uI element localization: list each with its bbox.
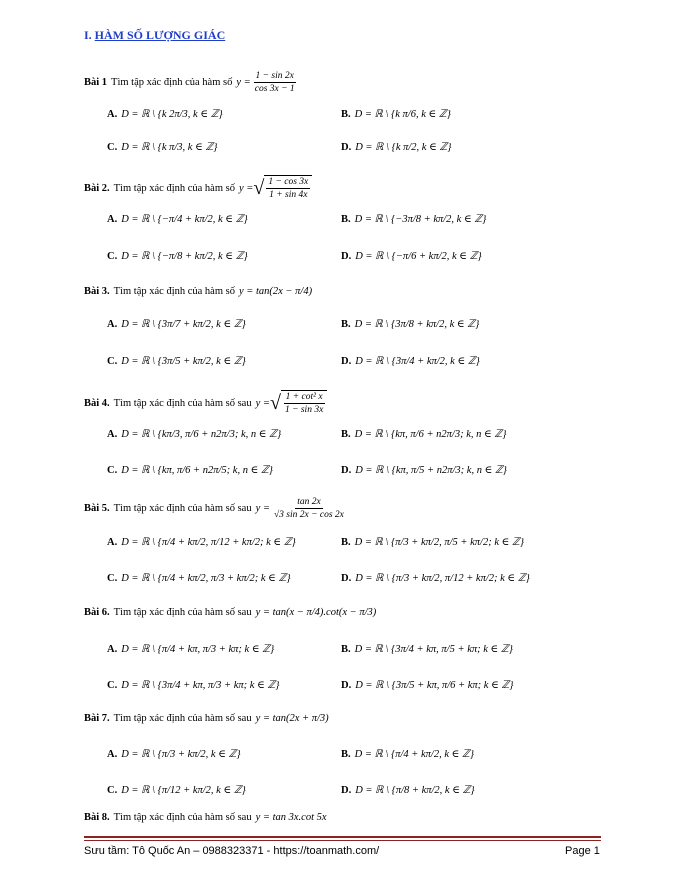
problem-label: Bài 6. — [84, 607, 110, 618]
problem-3 — [84, 286, 312, 297]
option-b: B. D = ℝ \ {π/4 + kπ/2, k ∈ ℤ} — [341, 749, 475, 760]
problem-formula: y = tan(2x + π/3) — [255, 713, 329, 724]
problem-label: Bài 3. — [84, 286, 110, 297]
option-text: D = ℝ \ {π/4 + kπ, π/3 + kπ; k ∈ ℤ} — [121, 644, 275, 655]
problem-formula — [256, 496, 348, 521]
option-text: D = ℝ \ {π/4 + kπ/2, π/12 + kπ/2; k ∈ ℤ} — [121, 537, 296, 548]
option-d: D. D = ℝ \ {3π/5 + kπ, π/6 + kπ; k ∈ ℤ} — [341, 680, 514, 691]
formula-lhs: y = — [255, 397, 270, 409]
problem-formula: y = tan 3x.cot 5x — [255, 812, 327, 823]
problem-prompt: Tìm tập xác định của hàm số sau — [113, 812, 252, 823]
problem-4 — [84, 390, 327, 416]
formula-fraction — [283, 391, 325, 416]
problem-formula — [236, 70, 298, 95]
section-number: I. — [84, 28, 92, 42]
fraction-numerator: 1 − cos 3x — [268, 177, 309, 187]
option-a: A. D = ℝ \ {−π/4 + kπ/2, k ∈ ℤ} — [107, 214, 248, 225]
formula-lhs: y = — [238, 182, 254, 194]
page-number: Page 1 — [565, 845, 600, 857]
option-b: B. D = ℝ \ {3π/8 + kπ/2, k ∈ ℤ} — [341, 319, 480, 330]
problem-1 — [84, 70, 299, 95]
option-c: C. D = ℝ \ {π/12 + kπ/2, k ∈ ℤ} — [107, 785, 246, 796]
option-c: C. D = ℝ \ {3π/4 + kπ, π/3 + kπ; k ∈ ℤ} — [107, 680, 280, 691]
option-text: D = ℝ \ {k π/2, k ∈ ℤ} — [355, 142, 452, 153]
fraction-numerator: 1 − sin 2x — [255, 71, 294, 81]
problem-label: Bài 1 — [84, 77, 108, 88]
problem-prompt: Tìm tập xác định của hàm số sau — [113, 397, 252, 409]
option-d: D. D = ℝ \ {kπ, π/5 + n2π/3; k, n ∈ ℤ} — [341, 465, 508, 476]
fraction-numerator: 1 + cot² x — [285, 392, 323, 402]
option-text: D = ℝ \ {π/12 + kπ/2, k ∈ ℤ} — [121, 785, 246, 796]
option-b: B. D = ℝ \ {kπ, π/6 + n2π/3; k, n ∈ ℤ} — [341, 429, 507, 440]
problem-6 — [84, 607, 376, 618]
option-a: A. D = ℝ \ {3π/7 + kπ/2, k ∈ ℤ} — [107, 319, 246, 330]
fraction-numerator: tan 2x — [297, 497, 321, 507]
option-text: D = ℝ \ {π/3 + kπ/2, π/12 + kπ/2; k ∈ ℤ} — [355, 573, 530, 584]
option-d: D. D = ℝ \ {k π/2, k ∈ ℤ} — [341, 142, 452, 153]
problem-label: Bài 8. — [84, 812, 110, 823]
option-c: C. D = ℝ \ {π/4 + kπ/2, π/3 + kπ/2; k ∈ ℤ} — [107, 573, 291, 584]
option-text: D = ℝ \ {−3π/8 + kπ/2, k ∈ ℤ} — [354, 214, 487, 225]
option-text: D = ℝ \ {kπ/3, π/6 + n2π/3; k, n ∈ ℤ} — [121, 429, 282, 440]
footer-divider-thin — [84, 840, 601, 841]
fraction-denominator: 1 + sin 4x — [269, 190, 308, 200]
problem-prompt: Tìm tập xác định của hàm số — [111, 77, 233, 88]
option-text: D = ℝ \ {3π/8 + kπ/2, k ∈ ℤ} — [354, 319, 480, 330]
option-text: D = ℝ \ {π/3 + kπ/2, k ∈ ℤ} — [121, 749, 241, 760]
option-text: D = ℝ \ {3π/4 + kπ, π/5 + kπ; k ∈ ℤ} — [354, 644, 513, 655]
fraction-denominator: √3 sin 2x − cos 2x — [273, 510, 344, 520]
option-text: D = ℝ \ {k π/3, k ∈ ℤ} — [121, 142, 218, 153]
option-c: C. D = ℝ \ {−π/8 + kπ/2, k ∈ ℤ} — [107, 251, 248, 262]
option-a: A. D = ℝ \ {k 2π/3, k ∈ ℤ} — [107, 109, 223, 120]
option-a: A. D = ℝ \ {π/4 + kπ, π/3 + kπ; k ∈ ℤ} — [107, 644, 275, 655]
option-text: D = ℝ \ {−π/8 + kπ/2, k ∈ ℤ} — [121, 251, 248, 262]
footer-divider — [84, 836, 601, 838]
problem-prompt: Tìm tập xác định của hàm số — [113, 182, 235, 194]
problem-label: Bài 5. — [84, 503, 110, 514]
option-a: A. D = ℝ \ {π/3 + kπ/2, k ∈ ℤ} — [107, 749, 241, 760]
formula-sqrt: √ $\frac{1 - \cos 3x}{1 + \sin 4x}$ — [253, 175, 312, 201]
option-text: D = ℝ \ {π/8 + kπ/2, k ∈ ℤ} — [355, 785, 475, 796]
problem-prompt: Tìm tập xác định của hàm số sau — [113, 607, 252, 618]
problem-5 — [84, 496, 348, 521]
option-a: A. D = ℝ \ {π/4 + kπ/2, π/12 + kπ/2; k ∈ ℤ} — [107, 537, 296, 548]
problem-8 — [84, 812, 327, 823]
option-d: D. D = ℝ \ {π/3 + kπ/2, π/12 + kπ/2; k ∈ ℤ} — [341, 573, 530, 584]
problem-label: Bài 7. — [84, 713, 110, 724]
formula-lhs: y = — [236, 77, 251, 88]
option-b: B. D = ℝ \ {−3π/8 + kπ/2, k ∈ ℤ} — [341, 214, 487, 225]
problem-formula: y = tan(2x − π/4) — [238, 286, 313, 297]
option-text: D = ℝ \ {kπ, π/6 + n2π/3; k, n ∈ ℤ} — [354, 429, 507, 440]
problem-label: Bài 4. — [84, 397, 110, 409]
problem-formula: y = tan(x − π/4).cot(x − π/3) — [255, 607, 377, 618]
section-title — [84, 28, 225, 43]
fraction-denominator: 1 − sin 3x — [284, 405, 324, 415]
option-text: D = ℝ \ {3π/4 + kπ, π/3 + kπ; k ∈ ℤ} — [121, 680, 280, 691]
option-d: D. D = ℝ \ {−π/6 + kπ/2, k ∈ ℤ} — [341, 251, 482, 262]
option-b: B. D = ℝ \ {3π/4 + kπ, π/5 + kπ; k ∈ ℤ} — [341, 644, 513, 655]
option-c: C. D = ℝ \ {k π/3, k ∈ ℤ} — [107, 142, 218, 153]
problem-prompt: Tìm tập xác định của hàm số — [113, 286, 235, 297]
option-c: C. D = ℝ \ {kπ, π/6 + n2π/5; k, n ∈ ℤ} — [107, 465, 274, 476]
option-text: D = ℝ \ {π/3 + kπ/2, π/5 + kπ/2; k ∈ ℤ} — [354, 537, 525, 548]
option-text: D = ℝ \ {3π/5 + kπ, π/6 + kπ; k ∈ ℤ} — [355, 680, 514, 691]
option-text: D = ℝ \ {kπ, π/5 + n2π/3; k, n ∈ ℤ} — [355, 465, 508, 476]
formula-lhs: y = — [255, 503, 270, 514]
option-text: D = ℝ \ {−π/4 + kπ/2, k ∈ ℤ} — [121, 214, 248, 225]
problem-7 — [84, 713, 329, 724]
option-c: C. D = ℝ \ {3π/5 + kπ/2, k ∈ ℤ} — [107, 356, 246, 367]
problem-prompt: Tìm tập xác định của hàm số sau — [113, 713, 252, 724]
option-text: D = ℝ \ {π/4 + kπ/2, k ∈ ℤ} — [354, 749, 475, 760]
formula-fraction — [266, 176, 310, 201]
fraction-denominator: cos 3x − 1 — [254, 84, 295, 94]
section-heading-link[interactable]: HÀM SỐ LƯỢNG GIÁC — [94, 28, 226, 42]
option-text: D = ℝ \ {k π/6, k ∈ ℤ} — [354, 109, 451, 120]
problem-formula — [239, 175, 312, 201]
formula-fraction — [272, 496, 346, 521]
formula-sqrt: √ $\frac{\text{1 + cot² x}}{1 - \sin 3x}$ — [270, 390, 327, 416]
option-text: D = ℝ \ {−π/6 + kπ/2, k ∈ ℤ} — [355, 251, 482, 262]
option-text: D = ℝ \ {3π/7 + kπ/2, k ∈ ℤ} — [121, 319, 246, 330]
option-d: D. D = ℝ \ {π/8 + kπ/2, k ∈ ℤ} — [341, 785, 475, 796]
formula-fraction — [253, 70, 297, 95]
footer-source: Sưu tầm: Tô Quốc An – 0988323371 - https://toanmath.com/ — [84, 845, 380, 857]
option-text: D = ℝ \ {3π/4 + kπ/2, k ∈ ℤ} — [355, 356, 480, 367]
option-a: A. D = ℝ \ {kπ/3, π/6 + n2π/3; k, n ∈ ℤ} — [107, 429, 282, 440]
problem-2 — [84, 175, 312, 201]
option-b: B. D = ℝ \ {k π/6, k ∈ ℤ} — [341, 109, 451, 120]
option-text: D = ℝ \ {kπ, π/6 + n2π/5; k, n ∈ ℤ} — [121, 465, 274, 476]
problem-formula — [256, 390, 328, 416]
option-text: D = ℝ \ {3π/5 + kπ/2, k ∈ ℤ} — [121, 356, 246, 367]
option-d: D. D = ℝ \ {3π/4 + kπ/2, k ∈ ℤ} — [341, 356, 480, 367]
option-text: D = ℝ \ {k 2π/3, k ∈ ℤ} — [121, 109, 223, 120]
option-b: B. D = ℝ \ {π/3 + kπ/2, π/5 + kπ/2; k ∈ ℤ} — [341, 537, 525, 548]
option-text: D = ℝ \ {π/4 + kπ/2, π/3 + kπ/2; k ∈ ℤ} — [121, 573, 291, 584]
problem-prompt: Tìm tập xác định của hàm số sau — [113, 503, 252, 514]
problem-label: Bài 2. — [84, 182, 110, 194]
